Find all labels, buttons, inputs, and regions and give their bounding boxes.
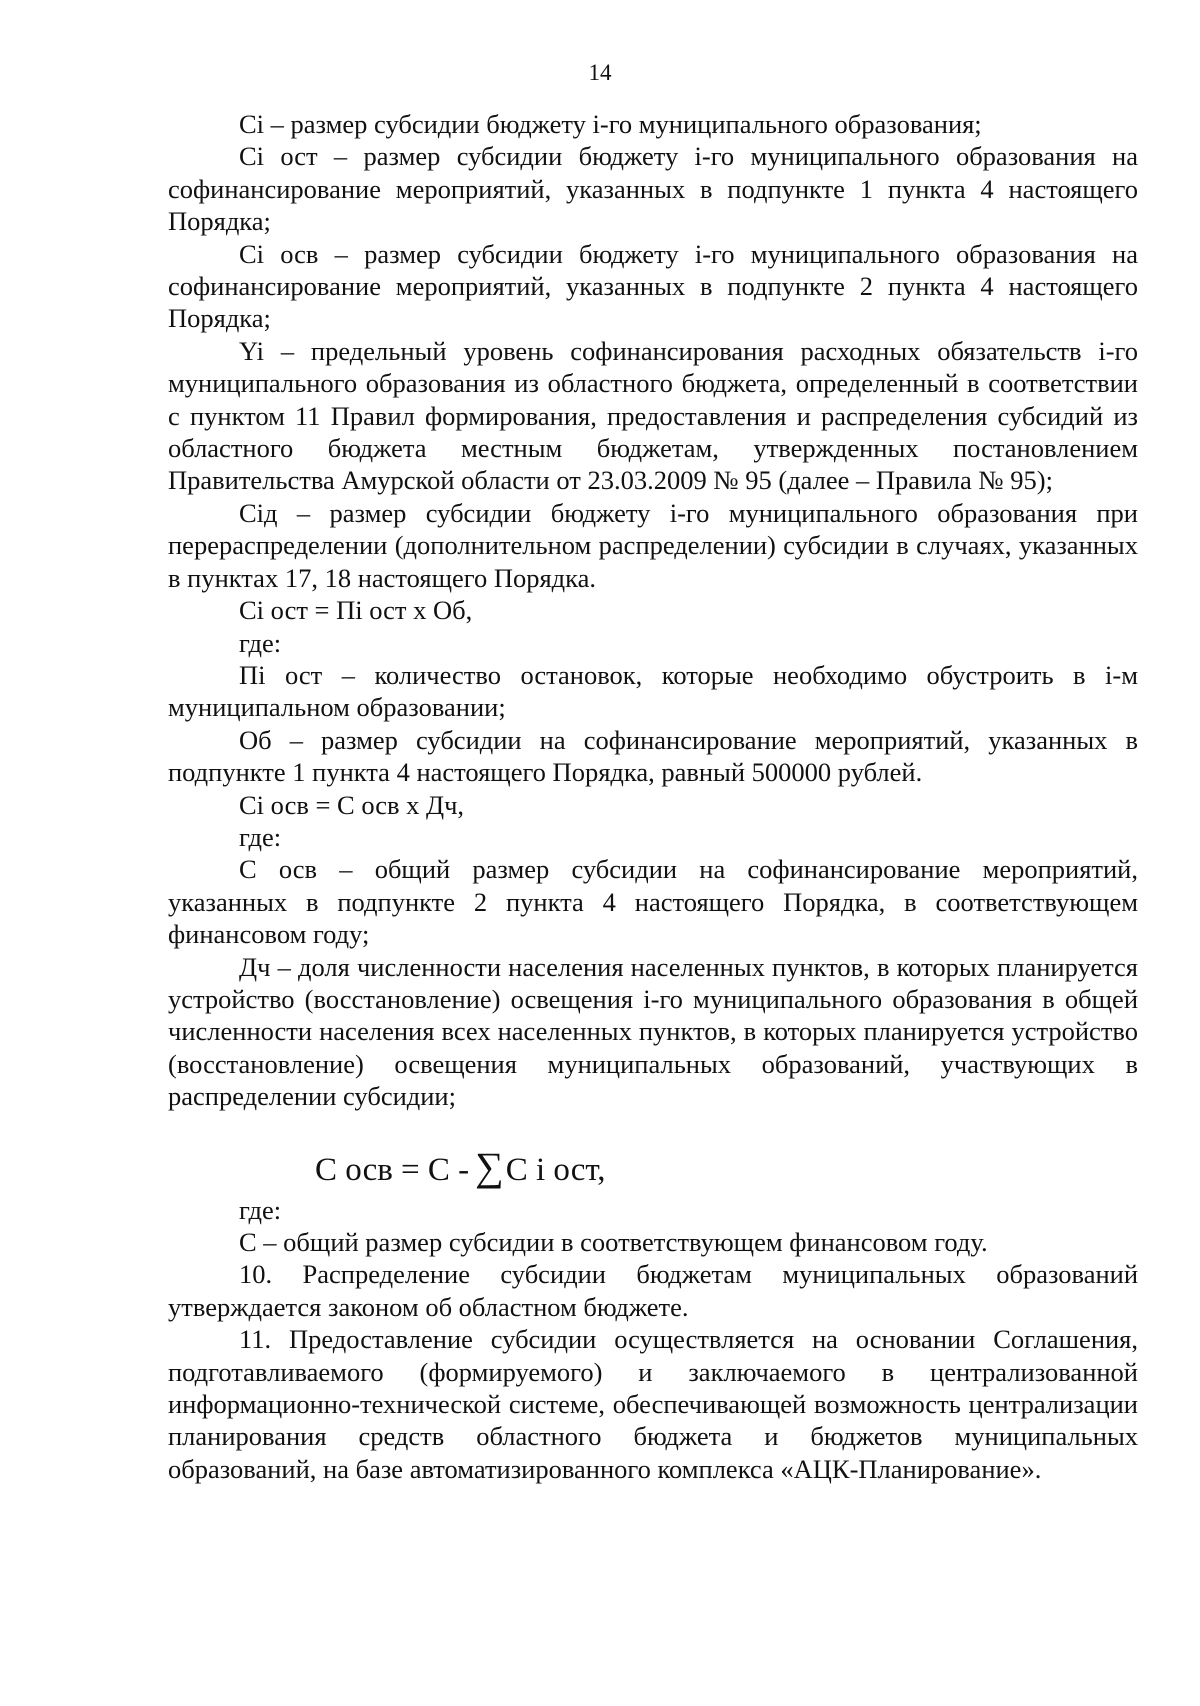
formula-right: С i ост, bbox=[505, 1151, 606, 1188]
page-number: 14 bbox=[588, 60, 612, 85]
definition-dch: Дч – доля численности населения населенных пунктов, в которых планируется устройство (восстановление) освещения i-го муниципального образования в общей численности населения всех населенных пунктов, в которых планируется устройство (восстановление) освещения муниципальных образований, участвующих в распределении субсидии; bbox=[168, 951, 1138, 1112]
definition-ci-ost: Ci ост – размер субсидии бюджету i-го муниципального образования на софинансирование мероприятий, указанных в подпункте 1 пункта 4 настоящего Порядка; bbox=[168, 141, 1138, 237]
formula-c-osv bbox=[315, 1143, 1138, 1190]
document-body bbox=[168, 108, 1138, 1485]
formula-ci-osv: Ci осв = С осв х Дч, bbox=[239, 789, 465, 820]
formula-ci-ost: Ci ост = Пi ост х Об, bbox=[239, 595, 473, 626]
where-label: где: bbox=[239, 821, 282, 852]
where-label: где: bbox=[239, 1194, 282, 1225]
definition-c: С – общий размер субсидии в соответствующем финансовом году. bbox=[239, 1227, 988, 1257]
definition-pi-ost: Пi ост – количество остановок, которые необходимо обустроить в i-м муниципальном образовании; bbox=[168, 659, 1138, 723]
definition-c-osv: С осв – общий размер субсидии на софинансирование мероприятий, указанных в подпункте 2 пункта 4 настоящего Порядка, в соответствующем финансовом году; bbox=[168, 854, 1138, 950]
clause-10: 10. Распределение субсидии бюджетам муниципальных образований утверждается законом об областном бюджете. bbox=[168, 1259, 1138, 1322]
definition-ci: Ci – размер субсидии бюджету i-го муниципального образования; bbox=[239, 109, 982, 139]
definition-yi: Yi – предельный уровень софинансирования расходных обязательств i-го муниципального образования из областного бюджета, определенный в соответствии с пунктом 11 Правил формирования, предоставления и распределения субсидий из областного бюджета местным бюджетам, утвержденных постановлением Правительства Амурской области от 23.03.2009 № 95 (далее – Правила № 95); bbox=[168, 335, 1138, 496]
definition-ci-osv: Ci осв – размер субсидии бюджету i-го муниципального образования на софинансирование мероприятий, указанных в подпункте 2 пункта 4 настоящего Порядка; bbox=[168, 238, 1138, 334]
sigma-symbol: ∑ bbox=[475, 1143, 504, 1189]
definition-cid: Ciд – размер субсидии бюджету i-го муниципального образования при перераспределении (дополнительном распределении) субсидии в случаях, указанных в пунктах 17, 18 настоящего Порядка. bbox=[168, 497, 1138, 593]
where-label: где: bbox=[239, 627, 282, 658]
formula-left: С осв = С - bbox=[315, 1151, 470, 1188]
definition-ob: Об – размер субсидии на софинансирование мероприятий, указанных в подпункте 1 пункта 4 настоящего Порядка, равный 500000 рублей. bbox=[168, 724, 1138, 788]
clause-11: 11. Предоставление субсидии осуществляется на основании Соглашения, подготавливаемого (формируемого) и заключаемого в централизованной информационно-технической системе, обеспечивающей возможность централизации планирования средств областного бюджета и бюджетов муниципальных образований, на базе автоматизированного комплекса «АЦК-Планирование». bbox=[168, 1324, 1138, 1484]
